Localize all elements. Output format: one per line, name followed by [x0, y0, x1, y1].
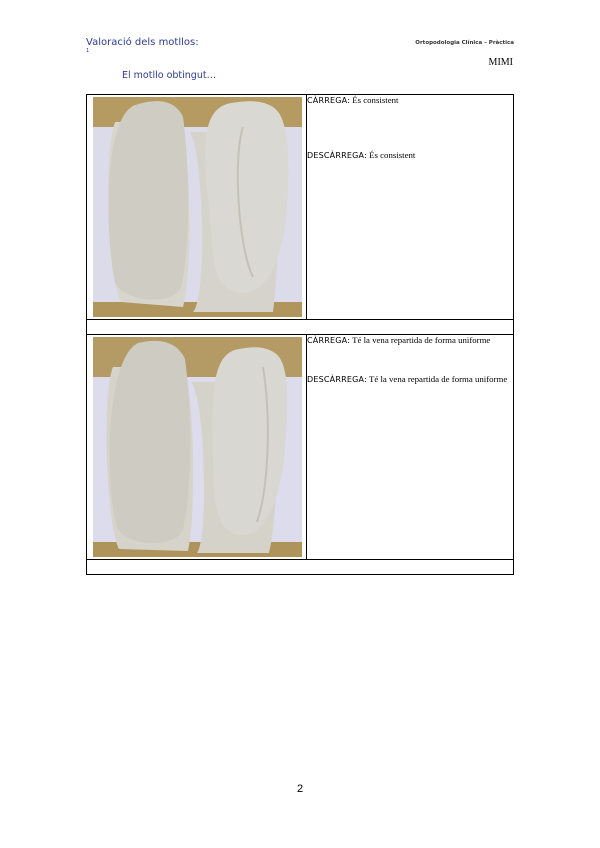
- assessment-cell: [307, 95, 514, 320]
- photo-cell: [87, 95, 307, 320]
- carrega-label: CÀRREGA:: [307, 336, 351, 345]
- carrega-text: Té la vena repartida de forma uniforme: [350, 335, 491, 345]
- title-mark: 1: [86, 48, 90, 54]
- descarrega-label: DESCÀRREGA:: [307, 374, 367, 384]
- descarrega-text: És consistent: [366, 149, 416, 160]
- assessment-cell: [307, 335, 514, 560]
- table-row: [87, 320, 514, 335]
- table-row: [87, 335, 514, 560]
- descarrega-label: DESCÀRREGA:: [307, 150, 367, 160]
- carrega-text: És consistent: [350, 95, 399, 105]
- table-row: [87, 95, 514, 320]
- molds-table: [86, 94, 514, 575]
- table-row: [87, 560, 514, 575]
- descarrega-text: Té la vena repartida de forma uniforme: [366, 373, 508, 384]
- page-number: 2: [296, 783, 304, 795]
- carrega-label: CÀRREGA:: [307, 96, 351, 105]
- foot-mold-photo: [93, 97, 302, 317]
- course-label: Ortopodologia Clínica – Pràctica: [415, 40, 514, 46]
- photo-cell: [87, 335, 307, 560]
- empty-row: [87, 560, 514, 575]
- empty-row: [87, 320, 514, 335]
- student-name: MIMI: [488, 57, 513, 68]
- section-subtitle: El motllo obtingut…: [122, 70, 217, 81]
- foot-mold-photo: [93, 337, 302, 557]
- document-title: Valoració dels motllos:: [86, 37, 199, 48]
